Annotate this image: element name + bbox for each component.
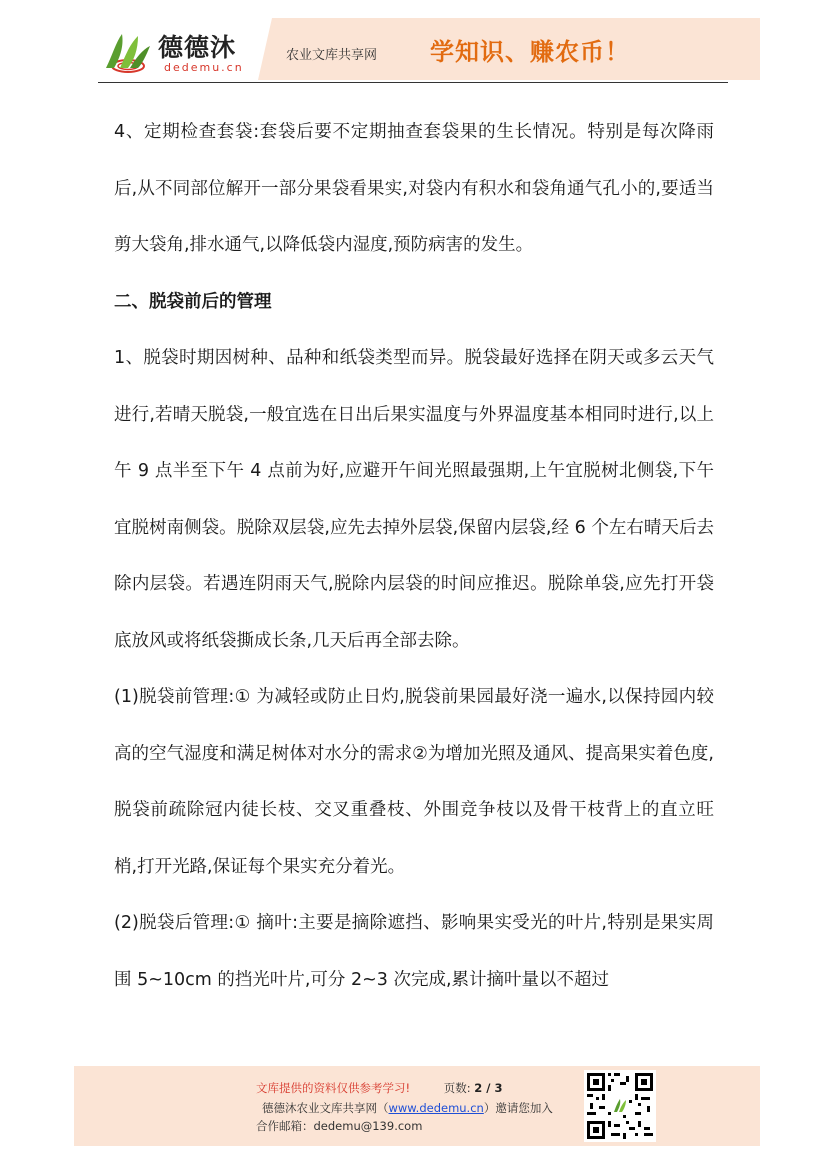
page-counter-label: 页数:	[443, 1081, 471, 1095]
invite-prefix: 德德沐农业文库共享网（	[262, 1101, 389, 1115]
site-link[interactable]: www.dedemu.cn	[388, 1101, 484, 1115]
paragraph-pre-debagging: (1)脱袋前管理:① 为减轻或防止日灼,脱袋前果园最好浇一遍水,以保持园内较高的空气湿度和满足树体对水分的需求②为增加光照及通风、提高果实着色度,脱袋前疏除冠内徒长枝、交叉重叠枝、外围竞争枝以及骨干枝背上的直立旺梢,打开光路,保证每个果实充分着光。	[114, 687, 714, 877]
page-counter-value: 2 / 3	[474, 1081, 503, 1095]
footer-invite-line	[262, 1100, 553, 1116]
page-footer	[74, 1066, 760, 1146]
logo-name: 德德沐	[158, 33, 237, 62]
document-body	[114, 104, 714, 1008]
slogan: 学知识、赚农币！	[430, 37, 630, 66]
dedemu-logo-icon	[98, 28, 154, 76]
site-name: 农业文库共享网	[286, 48, 378, 63]
paragraph-post-debagging: (2)脱袋后管理:① 摘叶:主要是摘除遮挡、影响果实受光的叶片,特别是果实周围 5~10cm 的挡光叶片,可分 2~3 次完成,累计摘叶量以不超过	[114, 913, 714, 990]
footer-notice-line	[256, 1080, 503, 1096]
invite-suffix: ）邀请您加入	[483, 1101, 553, 1115]
paragraph-debagging-timing: 1、脱袋时期因树种、品种和纸袋类型而异。脱袋最好选择在阴天或多云天气进行,若晴天脱袋,一般宜选在日出后果实温度与外界温度基本相同时进行,以上午 9 点半至下午 4 点前为好,应避开午间光照最强期,上午宜脱树北侧袋,下午宜脱树南侧袋。脱除双层袋,应先去掉外层袋,保留内层袋,经 6 个左右晴天后去除内层袋。若遇连阴雨天气,脱除内层袋的时间应推迟。脱除单袋,应先打开袋底放风或将纸袋撕成长条,几天后再全部去除。	[114, 348, 714, 651]
page-counter	[444, 1081, 503, 1095]
footer-notice: 文库提供的资料仅供参考学习!	[256, 1081, 411, 1095]
section-heading: 二、脱袋前后的管理	[114, 291, 272, 312]
qr-code-icon[interactable]	[584, 1070, 656, 1142]
logo-domain: dedemu.cn	[164, 61, 244, 74]
contact-email: 合作邮箱：dedemu@139.com	[256, 1119, 423, 1133]
page-header	[98, 18, 760, 80]
site-logo[interactable]	[98, 28, 268, 76]
header-divider	[98, 82, 728, 83]
paragraph-inspect-bags: 4、定期检查套袋:套袋后要不定期抽查套袋果的生长情况。特别是每次降雨后,从不同部位解开一部分果袋看果实,对袋内有积水和袋角通气孔小的,要适当剪大袋角,排水通气,以降低袋内湿度,预防病害的发生。	[114, 122, 714, 255]
